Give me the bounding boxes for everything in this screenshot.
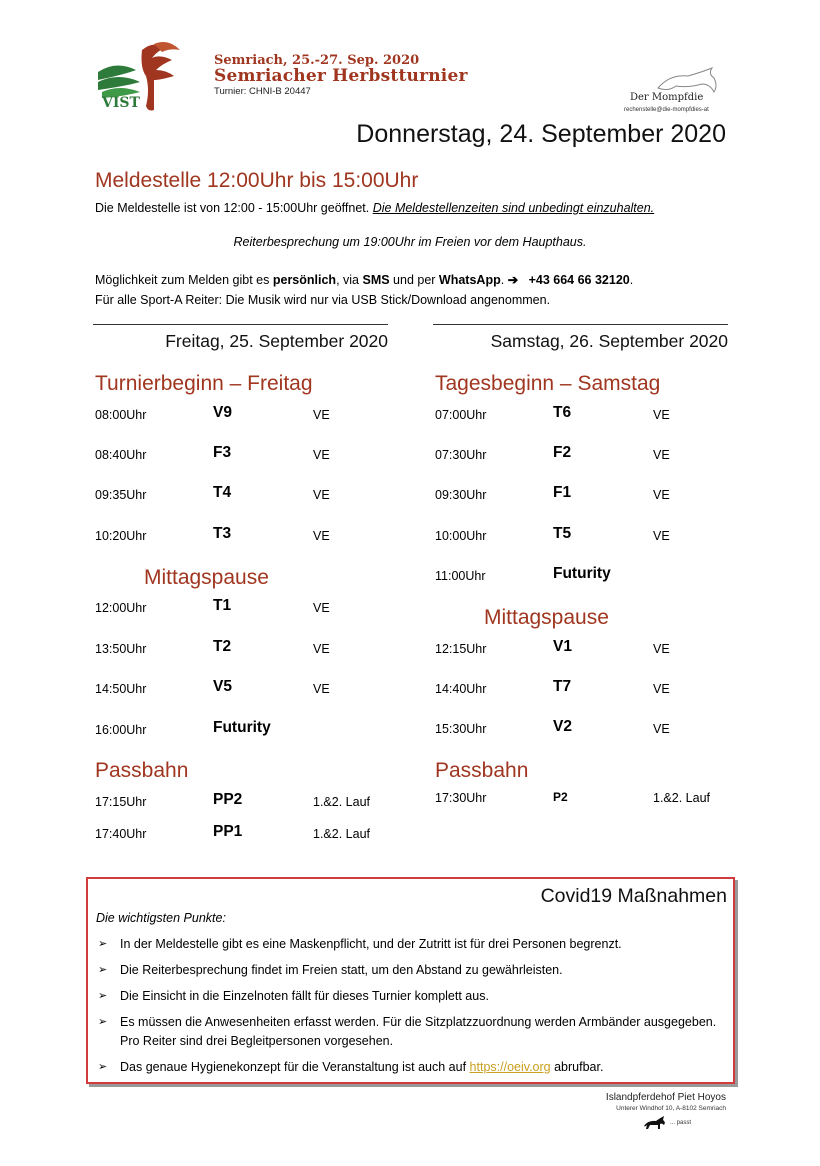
row-level: VE <box>653 408 670 422</box>
row-class: T4 <box>213 484 232 501</box>
reg-sms: SMS <box>362 273 390 287</box>
row-level: VE <box>313 601 330 615</box>
friday-start-title: Turnierbeginn – Freitag <box>95 372 313 395</box>
schedule-row <box>95 444 395 464</box>
reg-whatsapp: WhatsApp <box>438 273 501 287</box>
row-level: VE <box>313 488 330 502</box>
row-level: VE <box>313 408 330 422</box>
list-item <box>96 961 726 980</box>
row-level: 1.&2. Lauf <box>653 791 710 805</box>
row-class: T7 <box>553 678 572 695</box>
schedule-row <box>435 678 735 698</box>
row-class: T5 <box>553 525 572 542</box>
hours-text: Die Meldestelle ist von 12:00 - 15:00Uhr geöffnet. <box>95 201 373 215</box>
schedule-row <box>435 718 735 738</box>
schedule-row <box>95 719 395 739</box>
meldestelle-title: Meldestelle 12:00Uhr bis 15:00Uhr <box>95 169 419 192</box>
row-time: 10:00Uhr <box>435 529 487 543</box>
schedule-row <box>435 565 735 585</box>
schedule-row <box>95 638 395 658</box>
row-level: VE <box>653 642 670 656</box>
friday-heading: Freitag, 25. September 2020 <box>165 331 388 351</box>
registration-options <box>95 272 633 287</box>
bullet-arrow-icon: ➢ <box>98 1061 108 1073</box>
row-class: F3 <box>213 444 232 461</box>
footer-address: Unterer Windhof 10, A-8102 Semriach <box>616 1105 726 1112</box>
row-class: F2 <box>553 444 572 461</box>
row-level: VE <box>653 682 670 696</box>
row-level: VE <box>653 448 670 462</box>
reg-text: Möglichkeit zum Melden gibt es <box>95 273 273 287</box>
row-time: 07:00Uhr <box>435 408 487 422</box>
list-item-text: Die Einsicht in die Einzelnoten fällt für dieses Turnier komplett aus. <box>120 989 489 1003</box>
covid-title: Covid19 Maßnahmen <box>540 885 727 907</box>
friday-pause-title: Mittagspause <box>144 566 269 589</box>
list-item <box>96 1013 726 1051</box>
row-level: 1.&2. Lauf <box>313 827 370 841</box>
schedule-row <box>95 525 395 545</box>
schedule-row <box>95 678 395 698</box>
schedule-row <box>435 787 735 807</box>
oeiv-link[interactable]: https://oeiv.org <box>469 1060 551 1074</box>
bullet-arrow-icon: ➢ <box>98 1016 108 1028</box>
footer-tag: ... passt <box>670 1120 692 1126</box>
list-item-text: In der Meldestelle gibt es eine Maskenpflicht, und der Zutritt ist für drei Personen begrenzt. <box>120 937 622 951</box>
saturday-heading: Samstag, 26. September 2020 <box>490 331 728 351</box>
row-time: 10:20Uhr <box>95 529 147 543</box>
row-class: PP1 <box>213 823 243 840</box>
row-level: VE <box>313 448 330 462</box>
divider-left <box>93 324 388 325</box>
row-class: P2 <box>553 790 568 804</box>
event-title: Semriacher Herbstturnier <box>214 66 468 86</box>
row-time: 09:30Uhr <box>435 488 487 502</box>
logo-text: VIST <box>102 95 140 111</box>
row-time: 12:00Uhr <box>95 601 147 615</box>
row-level: VE <box>653 529 670 543</box>
row-level: 1.&2. Lauf <box>313 795 370 809</box>
reg-text: . <box>500 273 508 287</box>
list-item <box>96 935 726 954</box>
row-class: PP2 <box>213 791 243 808</box>
event-code: Turnier: CHNI-B 20447 <box>214 86 311 97</box>
footer-name: Islandpferdehof Piet Hoyos <box>605 1092 726 1103</box>
row-level: VE <box>313 529 330 543</box>
bullet-arrow-icon: ➢ <box>98 964 108 976</box>
row-class: Futurity <box>213 719 271 736</box>
reg-personal: persönlich <box>272 273 337 287</box>
horse-icon <box>640 1114 700 1132</box>
row-time: 07:30Uhr <box>435 448 487 462</box>
row-class: V2 <box>553 718 572 735</box>
row-level: VE <box>313 682 330 696</box>
footer <box>566 1092 726 1112</box>
row-class: T3 <box>213 525 232 542</box>
saturday-start-title: Tagesbeginn – Samstag <box>435 372 661 395</box>
row-time: 13:50Uhr <box>95 642 147 656</box>
schedule-row <box>95 404 395 424</box>
schedule-row <box>435 484 735 504</box>
row-time: 17:15Uhr <box>95 795 147 809</box>
row-time: 12:15Uhr <box>435 642 487 656</box>
meldestelle-hours <box>95 201 654 215</box>
hours-note: Die Meldestellenzeiten sind unbedingt einzuhalten. <box>372 201 655 215</box>
row-class: Futurity <box>553 565 611 582</box>
row-class: T2 <box>213 638 232 655</box>
covid-box <box>86 877 735 1084</box>
briefing-note: Reiterbesprechung um 19:00Uhr im Freien vor dem Haupthaus. <box>233 235 587 249</box>
schedule-row <box>95 823 395 843</box>
schedule-row <box>95 791 395 811</box>
schedule-row <box>435 638 735 658</box>
row-class: T6 <box>553 404 572 421</box>
row-time: 17:40Uhr <box>95 827 147 841</box>
music-note: Für alle Sport-A Reiter: Die Musik wird nur via USB Stick/Download angenommen. <box>95 293 551 307</box>
day-title: Donnerstag, 24. September 2020 <box>356 120 726 148</box>
row-class: V1 <box>553 638 572 655</box>
schedule-row <box>95 484 395 504</box>
row-level: VE <box>653 722 670 736</box>
row-time: 08:40Uhr <box>95 448 147 462</box>
covid-list <box>96 935 726 1084</box>
row-level: VE <box>653 488 670 502</box>
list-item-text: Das genaue Hygienekonzept für die Veranstaltung ist auch auf <box>120 1060 470 1074</box>
bullet-arrow-icon: ➢ <box>98 990 108 1002</box>
arrow-right-icon: ➔ <box>507 273 519 287</box>
sponsor-logo <box>618 66 730 122</box>
row-time: 17:30Uhr <box>435 791 487 805</box>
vist-logo <box>96 40 186 120</box>
friday-pass-title: Passbahn <box>95 759 189 782</box>
list-item-text: abrufbar. <box>550 1060 604 1074</box>
list-item-text: Die Reiterbesprechung findet im Freien statt, um den Abstand zu gewährleisten. <box>120 963 563 977</box>
list-item <box>96 1058 726 1077</box>
sponsor-email: rechenstelle@die-mompfdies-at <box>624 107 709 113</box>
event-dates: Semriach, 25.-27. Sep. 2020 <box>214 53 420 68</box>
divider-right <box>433 324 728 325</box>
list-item <box>96 987 726 1006</box>
row-time: 09:35Uhr <box>95 488 147 502</box>
row-time: 11:00Uhr <box>435 569 486 583</box>
row-time: 08:00Uhr <box>95 408 147 422</box>
schedule-row <box>435 404 735 424</box>
row-class: V9 <box>213 404 232 421</box>
schedule-row <box>435 525 735 545</box>
row-time: 14:40Uhr <box>435 682 487 696</box>
bullet-arrow-icon: ➢ <box>98 938 108 950</box>
row-time: 16:00Uhr <box>95 723 147 737</box>
row-level: VE <box>313 642 330 656</box>
saturday-pause-title: Mittagspause <box>484 606 609 629</box>
row-time: 14:50Uhr <box>95 682 147 696</box>
saturday-pass-title: Passbahn <box>435 759 529 782</box>
sponsor-name: Der Mompfdie <box>630 92 704 103</box>
schedule-row <box>435 444 735 464</box>
reg-text: , via <box>336 273 363 287</box>
row-class: F1 <box>553 484 572 501</box>
row-class: T1 <box>213 597 232 614</box>
row-time: 15:30Uhr <box>435 722 487 736</box>
reg-text: . <box>629 273 634 287</box>
reg-phone: +43 664 66 32120 <box>528 273 630 287</box>
row-class: V5 <box>213 678 232 695</box>
covid-intro: Die wichtigsten Punkte: <box>96 911 226 925</box>
reg-text: und per <box>389 273 439 287</box>
schedule-row <box>95 597 395 617</box>
list-item-text: Es müssen die Anwesenheiten erfasst werden. Für die Sitzplatzzuordnung werden Armbänder ausgegeben. Pro Reiter sind drei Begleitpersonen vorgesehen. <box>120 1015 717 1048</box>
